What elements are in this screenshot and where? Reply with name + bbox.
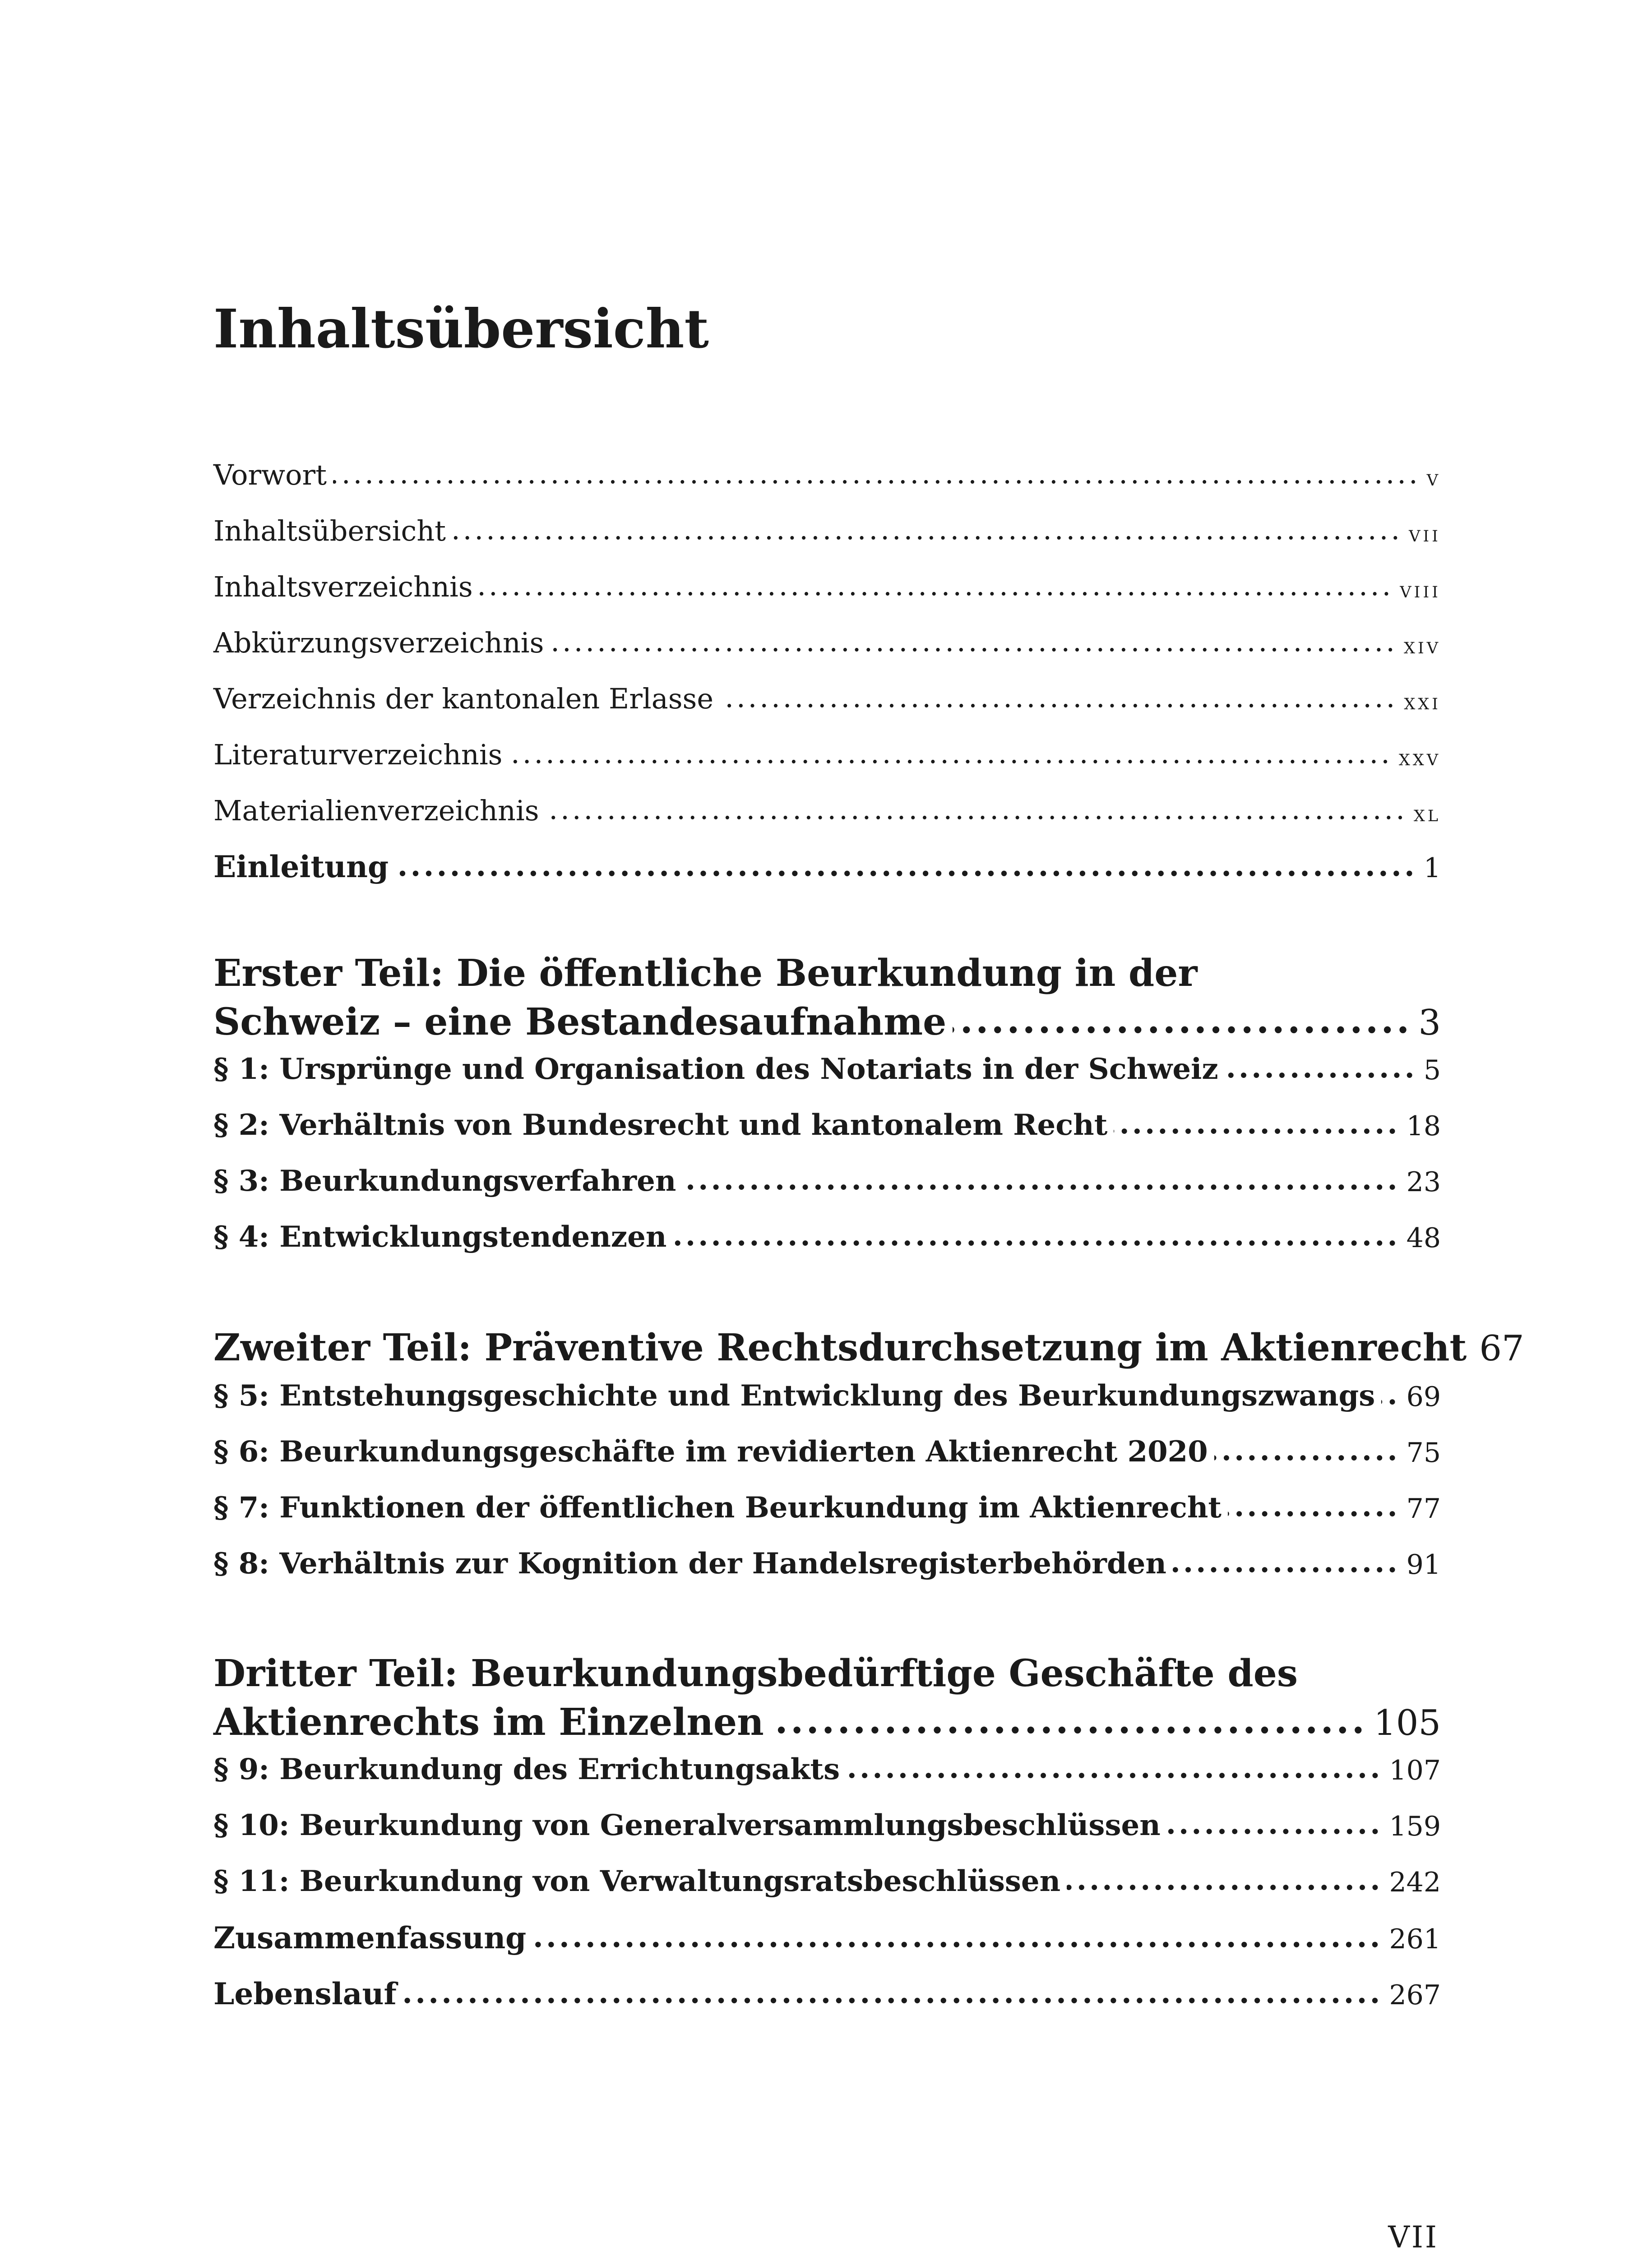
leader-dots [1214,1438,1400,1466]
toc-entry-label: Materialienverzeichnis [213,794,539,827]
toc-entry-page: 91 [1406,1549,1441,1581]
leader-dots [953,1008,1412,1045]
toc-entry-page: xxi [1404,689,1441,715]
toc-entry-label: Verzeichnis der kantonalen Erlasse [213,682,714,715]
toc-entry-page: 69 [1406,1381,1441,1413]
toc-entry-lebenslauf[interactable] [213,1976,1441,2011]
toc-section-4[interactable] [213,1220,1441,1254]
page-title: Inhaltsübersicht [213,297,709,360]
toc-entry-label: Vorwort [213,458,327,491]
toc-entry-label: Literaturverzeichnis [213,738,503,771]
toc-section-11[interactable] [213,1864,1441,1898]
leader-dots [532,1923,1383,1953]
toc-entry-page: xxv [1398,744,1441,771]
toc-entry-label: Einleitung [213,849,389,884]
toc-entry-page: 261 [1389,1923,1441,1955]
toc-entry-label: Schweiz – eine Bestandesaufnahme [213,1000,947,1044]
toc-entry-page: 18 [1406,1110,1441,1142]
toc-entry-page: 75 [1406,1437,1441,1469]
toc-entry-page: 77 [1406,1493,1441,1525]
toc-entry-einleitung[interactable] [213,849,1441,884]
toc-entry-literaturverzeichnis[interactable] [213,738,1441,771]
toc-entry-page: 242 [1389,1867,1441,1898]
toc-section-7[interactable] [213,1491,1441,1525]
toc-entry-zusammenfassung[interactable] [213,1920,1441,1956]
leader-dots [673,1223,1400,1252]
toc-entry-label: § 11: Beurkundung von Verwaltungsratsbeschlüssen [213,1864,1061,1898]
leader-dots [682,1167,1400,1196]
leader-dots [1225,1055,1417,1084]
toc-entry-page: 1 [1423,852,1441,884]
toc-entry-page: 107 [1389,1755,1441,1786]
leader-dots [1228,1493,1400,1522]
toc-entry-page: 23 [1406,1166,1441,1198]
toc-entry-page: 5 [1423,1054,1441,1086]
leader-dots [770,1709,1367,1746]
toc-section-2[interactable] [213,1108,1441,1142]
toc-section-1[interactable] [213,1052,1441,1086]
toc-entry-page: vii [1409,521,1441,547]
leader-dots [395,852,1417,882]
toc-entry-page: viii [1400,577,1441,603]
leader-dots [1114,1111,1400,1140]
part-3-title-line1: Dritter Teil: Beurkundungsbedürftige Geschäfte des [213,1652,1298,1695]
toc-entry-label: Inhaltsverzeichnis [213,570,473,603]
toc-entry-label: § 5: Entstehungsgeschichte und Entwicklung des Beurkundungszwangs [213,1379,1375,1413]
toc-entry-label: Lebenslauf [213,1976,397,2011]
leader-dots [720,685,1397,713]
toc-entry-label: § 7: Funktionen der öffentlichen Beurkundung im Aktienrecht [213,1491,1222,1525]
leader-dots [1381,1382,1400,1410]
leader-dots [1167,1811,1383,1840]
toc-entry-page: xiv [1403,633,1441,659]
toc-entry-page: 48 [1406,1222,1441,1254]
toc-section-6[interactable] [213,1435,1441,1469]
toc-entry-label: § 10: Beurkundung von Generalversammlungsbeschlüssen [213,1808,1161,1842]
toc-entry-label: Aktienrechts im Einzelnen [213,1701,764,1744]
toc-entry-materialienverzeichnis[interactable] [213,794,1441,827]
toc-entry-kantonale-erlasse[interactable] [213,682,1441,715]
toc-entry-label: Zusammenfassung [213,1920,527,1956]
toc-entry-label: Zweiter Teil: Präventive Rechtsdurchsetzung im Aktienrecht [213,1326,1467,1369]
toc-entry-page: 267 [1389,1979,1441,2011]
toc-part-2[interactable] [213,1325,1524,1371]
toc-section-10[interactable] [213,1808,1441,1842]
toc-entry-page: xl [1413,800,1441,827]
toc-entry-page: 3 [1418,1003,1441,1043]
leader-dots [846,1755,1383,1784]
leader-dots [1067,1867,1383,1896]
leader-dots [452,517,1402,545]
leader-dots [1173,1549,1400,1578]
toc-part-1[interactable] [213,999,1441,1045]
toc-entry-page: v [1426,465,1441,491]
leader-dots [550,629,1397,657]
toc-entry-page: 67 [1479,1328,1524,1369]
toc-entry-label: § 9: Beurkundung des Errichtungsakts [213,1752,840,1786]
toc-entry-page: 159 [1389,1811,1441,1842]
toc-entry-label: § 6: Beurkundungsgeschäfte im revidierten Aktienrecht 2020 [213,1435,1208,1469]
toc-entry-inhaltsverzeichnis[interactable] [213,570,1441,603]
toc-entry-abkuerzungsverzeichnis[interactable] [213,626,1441,659]
toc-entry-label: § 2: Verhältnis von Bundesrecht und kantonalem Recht [213,1108,1108,1142]
leader-dots [546,797,1407,825]
leader-dots [509,741,1392,769]
leader-dots [333,461,1421,489]
toc-section-3[interactable] [213,1164,1441,1198]
toc-part-3[interactable] [213,1699,1441,1746]
toc-section-8[interactable] [213,1547,1441,1581]
part-1-title-line1: Erster Teil: Die öffentliche Beurkundung in der [213,952,1198,995]
toc-entry-page: 105 [1374,1703,1441,1743]
page-number: VII [1388,2220,1439,2255]
toc-entry-label: § 4: Entwicklungstendenzen [213,1220,667,1254]
leader-dots [479,573,1394,601]
toc-entry-inhaltsuebersicht[interactable] [213,514,1441,547]
toc-entry-label: § 3: Beurkundungsverfahren [213,1164,676,1198]
toc-section-5[interactable] [213,1379,1441,1413]
leader-dots [403,1979,1383,2009]
toc-entry-label: Inhaltsübersicht [213,514,446,547]
toc-entry-label: § 1: Ursprünge und Organisation des Notariats in der Schweiz [213,1052,1218,1086]
toc-entry-vorwort[interactable] [213,458,1441,491]
toc-section-9[interactable] [213,1752,1441,1786]
toc-entry-label: § 8: Verhältnis zur Kognition der Handelsregisterbehörden [213,1547,1166,1581]
toc-entry-label: Abkürzungsverzeichnis [213,626,544,659]
